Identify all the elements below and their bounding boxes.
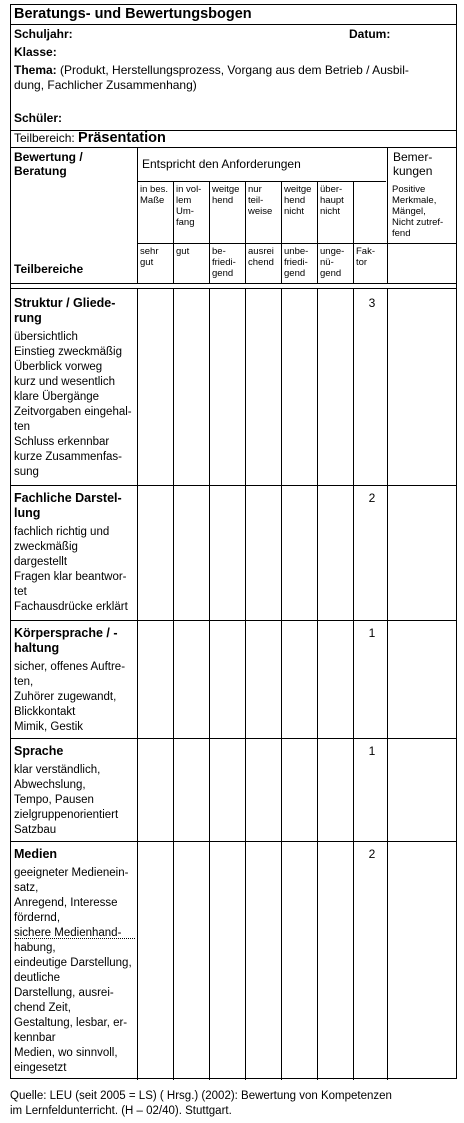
bemerkungen-sub-line: Nicht zutref- — [392, 217, 444, 228]
bewertung-heading — [14, 150, 83, 178]
header-line: fang — [176, 217, 195, 228]
header-line: über- — [320, 184, 343, 195]
header-line: nur — [248, 184, 262, 195]
factor-value: 3 — [368, 296, 376, 310]
teilbereich-line — [14, 131, 166, 146]
criterion-line: Blickkontakt — [14, 706, 76, 718]
column-divider — [209, 181, 210, 283]
teilbereich-name: Präsentation — [78, 130, 166, 146]
bemerkungen-line-2: kungen — [393, 164, 433, 178]
criterion-line: Abwechslung, — [14, 779, 86, 791]
header-line: weise — [248, 206, 273, 217]
section-title — [14, 491, 128, 521]
column-divider — [281, 288, 282, 1080]
header-line: Maße — [140, 195, 165, 206]
criterion-line: Fragen klar beantwor- — [14, 571, 127, 583]
criterion-line: deutliche — [14, 972, 61, 984]
criteria-section — [14, 744, 118, 838]
criterion-line: Fachausdrücke erklärt — [14, 601, 128, 613]
criterion-line: dargestellt — [14, 556, 68, 568]
column-divider — [173, 181, 174, 283]
section-title — [14, 847, 132, 862]
criterion-line: sicher, offenes Auftre- — [14, 661, 126, 673]
rating-column-top — [320, 184, 344, 217]
criterion-line: Überblick vorweg — [14, 361, 103, 373]
criterion-line: sung — [14, 466, 39, 478]
criterion-line: Mimik, Gestik — [14, 721, 83, 733]
criterion-line: habung, — [14, 942, 56, 954]
assessment-form — [10, 4, 457, 1079]
divider — [137, 181, 386, 182]
rating-column-bottom — [140, 246, 158, 268]
header-line: gut — [140, 257, 154, 268]
criterion-line: fachlich richtig und — [14, 526, 110, 538]
criterion-line: Zeitvorgaben eingehal- — [14, 406, 132, 418]
criterion-line: kurz und wesentlich — [14, 376, 115, 388]
section-title — [14, 296, 132, 326]
header-line: gend — [284, 268, 306, 279]
criteria-section — [14, 491, 128, 615]
rating-column-bottom — [284, 246, 308, 279]
criterion-line: klar verständlich, — [14, 764, 101, 776]
schuljahr-label: Schuljahr: — [14, 27, 73, 41]
column-divider — [387, 288, 388, 1080]
datum-label: Datum: — [349, 27, 391, 41]
header-line: nicht — [284, 206, 305, 217]
criterion-line: Tempo, Pausen — [14, 794, 94, 806]
rating-column-bottom — [320, 246, 344, 279]
source-line: Quelle: LEU (seit 2005 = LS) ( Hrsg.) (2002): Bewertung von Kompetenzen — [10, 1090, 392, 1102]
column-divider — [245, 181, 246, 283]
rating-column-top — [284, 184, 311, 217]
criterion-line: ten — [14, 421, 30, 433]
column-divider — [137, 147, 138, 283]
column-divider — [209, 288, 210, 1080]
source-citation — [10, 1089, 392, 1119]
criterion-line: fördernd, — [14, 912, 61, 924]
column-divider — [353, 288, 354, 1080]
rating-column-top — [140, 184, 168, 206]
criterion-line: Einstieg zweckmäßig — [14, 346, 123, 358]
rating-column-top — [212, 184, 239, 206]
header-line: gend — [212, 268, 234, 279]
criterion-line: geeigneter Medienein- — [14, 867, 129, 879]
section-title — [14, 744, 118, 759]
header-line: chend — [248, 257, 274, 268]
criterion-line: Gestaltung, lesbar, er- — [14, 1017, 128, 1029]
divider — [11, 485, 456, 486]
divider — [11, 283, 456, 284]
header-line: nü- — [320, 257, 334, 268]
criterion-line: klare Übergänge — [14, 391, 100, 403]
thema-text-continued: dung, Fachlicher Zusammenhang) — [14, 78, 197, 92]
header-line: teil- — [248, 195, 264, 206]
beratung-line: Beratung — [14, 164, 67, 178]
column-divider — [387, 147, 388, 283]
header-line: Um- — [176, 206, 194, 217]
column-divider — [317, 288, 318, 1080]
criterion-line: eindeutige Darstellung, — [14, 957, 132, 969]
criterion-line: kennbar — [14, 1032, 56, 1044]
column-divider — [353, 181, 354, 283]
divider — [11, 841, 456, 842]
criterion-line: zweckmäßig — [14, 541, 78, 553]
criterion-line: kurze Zusammenfas- — [14, 451, 123, 463]
rating-column-bottom — [212, 246, 236, 279]
header-line: nicht — [320, 206, 341, 217]
schueler-label: Schüler: — [14, 111, 63, 125]
rating-column-top — [248, 184, 272, 217]
factor-value: 2 — [368, 491, 376, 505]
header-line: sehr — [140, 246, 159, 257]
faktor-column-header — [356, 246, 375, 268]
criterion-line: Darstellung, ausrei- — [14, 987, 114, 999]
header-line: weitge — [212, 184, 240, 195]
header-line: in vol- — [176, 184, 202, 195]
criterion-line: Zuhörer zugewandt, — [14, 691, 117, 703]
section-title — [14, 626, 125, 656]
divider — [137, 243, 456, 244]
header-line: haupt — [320, 195, 344, 206]
bewertung-line: Bewertung / — [14, 150, 83, 164]
divider — [11, 147, 456, 148]
section-title-line: Körpersprache / - — [14, 626, 118, 640]
header-line: be- — [212, 246, 226, 257]
rating-column-top — [176, 184, 201, 228]
form-title: Beratungs- und Bewertungsbogen — [14, 6, 252, 22]
column-divider — [173, 288, 174, 1080]
divider — [11, 24, 456, 25]
bemerkungen-sub-line: fend — [392, 228, 411, 239]
header-line: in bes. — [140, 184, 168, 195]
criterion-line: Anregend, Interesse — [14, 897, 118, 909]
criteria-section — [14, 847, 132, 1076]
bemerkungen-sub-line: Positive — [392, 184, 426, 195]
bemerkungen-heading — [393, 150, 432, 178]
bemerkungen-sub-line: Mängel, — [392, 206, 426, 217]
header-line: Fak- — [356, 246, 375, 257]
criterion-line: eingesetzt — [14, 1062, 67, 1074]
criterion-line: Satzbau — [14, 824, 57, 836]
criterion-line: Schluss erkennbar — [14, 436, 110, 448]
section-title-line: haltung — [14, 641, 60, 655]
source-line: im Lernfeldunterricht. (H – 02/40). Stuttgart. — [10, 1105, 232, 1117]
column-divider — [281, 181, 282, 283]
section-title-line: Fachliche Darstel- — [14, 491, 122, 505]
factor-value: 2 — [368, 847, 376, 861]
teilbereich-prefix: Teilbereich: — [14, 131, 79, 145]
bemerkungen-sub-line: Merkmale, — [392, 195, 437, 206]
divider — [11, 288, 456, 289]
criterion-line: tet — [14, 586, 27, 598]
bemerkungen-subheading — [392, 184, 443, 239]
divider — [11, 738, 456, 739]
teilbereiche-heading: Teilbereiche — [14, 262, 84, 276]
header-line: friedi- — [212, 257, 236, 268]
criteria-section — [14, 626, 125, 735]
header-line: friedi- — [284, 257, 308, 268]
criterion-line: ten, — [14, 676, 34, 688]
header-line: gut — [176, 246, 190, 257]
header-line: hend — [212, 195, 234, 206]
header-line: tor — [356, 257, 368, 268]
criterion-line: übersichtlich — [14, 331, 78, 343]
header-line: gend — [320, 268, 342, 279]
criterion-line: zielgruppenorientiert — [14, 809, 119, 821]
column-divider — [245, 288, 246, 1080]
thema-text: (Produkt, Herstellungsprozess, Vorgang aus dem Betrieb / Ausbil- — [56, 63, 409, 77]
divider — [11, 620, 456, 621]
factor-value: 1 — [368, 744, 376, 758]
criterion-line: Medien, wo sinnvoll, — [14, 1047, 118, 1059]
section-title-line: lung — [14, 506, 41, 520]
header-line: weitge — [284, 184, 312, 195]
factor-value: 1 — [368, 626, 376, 640]
criteria-section — [14, 296, 132, 480]
bemerkungen-line-1: Bemer- — [393, 150, 433, 164]
klasse-label: Klasse: — [14, 45, 57, 59]
section-title-line: Sprache — [14, 744, 64, 758]
criterion-line: sichere Medienhand- — [14, 927, 122, 939]
criterion-line: chend Zeit, — [14, 1002, 71, 1014]
thema-label: Thema: — [14, 63, 57, 77]
section-title-line: Struktur / Gliede- — [14, 296, 116, 310]
thema-line — [14, 63, 409, 78]
header-line: hend — [284, 195, 306, 206]
rating-column-bottom — [176, 246, 189, 257]
section-title-line: Medien — [14, 847, 58, 861]
column-divider — [137, 288, 138, 1080]
criterion-line: satz, — [14, 882, 39, 894]
entspricht-heading: Entspricht den Anforderungen — [142, 157, 301, 171]
header-line: unge- — [320, 246, 345, 257]
header-line: unbe- — [284, 246, 309, 257]
rating-column-bottom — [248, 246, 274, 268]
header-line: lem — [176, 195, 192, 206]
header-line: ausrei — [248, 246, 274, 257]
column-divider — [317, 181, 318, 283]
section-title-line: rung — [14, 311, 42, 325]
